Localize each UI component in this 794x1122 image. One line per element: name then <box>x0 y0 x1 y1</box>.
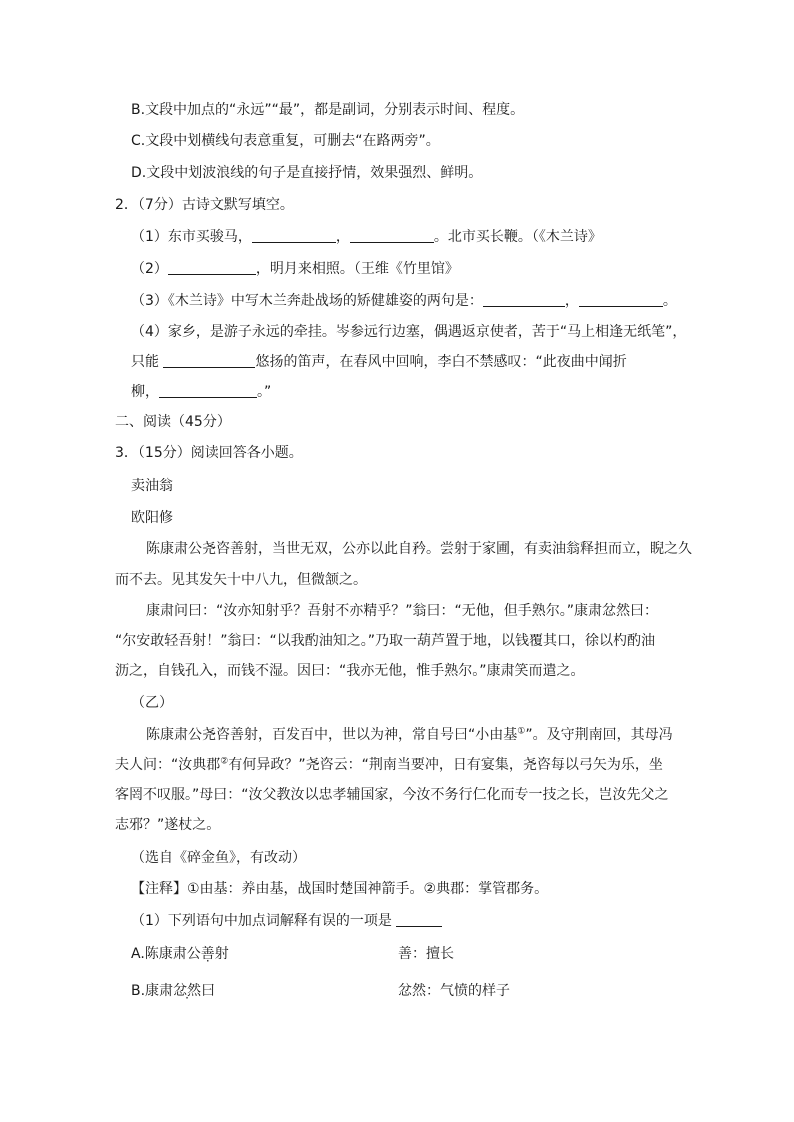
passage-a-line: 而不去。见其发矢十中八九，但微颔之。 <box>115 572 367 588</box>
q2-line-2: （2） ，明月来相照。（王维《竹里馆》 <box>131 261 459 277</box>
passage-a-line: 康肃问曰：“汝亦知射乎？吾射不亦精乎？”翁曰：“无他，但手熟尔。”康肃忿然曰： <box>146 603 659 619</box>
answer-blank[interactable] <box>396 912 442 927</box>
section-2-title: 二、阅读（45分） <box>115 414 231 430</box>
passage-a-line: 沥之，自钱孔入，而钱不湿。因曰：“我亦无他，惟手熟尔。”康肃笑而遣之。 <box>115 663 585 679</box>
option-c: C.文段中划横线句表意重复，可删去“在路两旁”。 <box>131 133 440 149</box>
option-b: B.文段中加点的“永远”“最”，都是副词，分别表示时间、程度。 <box>131 102 525 118</box>
q2-line-5: 只能 悠扬的笛声，在春风中回响，李白不禁感叹：“此夜曲中闻折 <box>131 354 627 370</box>
choice-b: B.康肃忿然曰 <box>131 983 216 999</box>
q2-line-6: 柳， 。” <box>131 384 272 400</box>
answer-blank[interactable] <box>350 228 434 243</box>
answer-blank[interactable] <box>163 353 255 368</box>
sub-question-1: （1）下列语句中加点词解释有误的一项是 <box>131 911 442 931</box>
q2-line-4: （4）家乡，是游子永远的牵挂。岑参远行边塞，偶遇返京使者，苦于“马上相逢无纸笔”， <box>131 324 687 340</box>
answer-blank[interactable] <box>483 292 565 307</box>
choice-b-explanation: 忿然：气愤的样子 <box>398 983 510 999</box>
answer-blank[interactable] <box>168 260 256 275</box>
q2-line-1: （1）东市买骏马， ， 。北市买长鞭。（《木兰诗》 <box>131 229 602 245</box>
q2-line-3: （3）《木兰诗》中写木兰奔赴战场的矫健雄姿的两句是： ， 。 <box>131 293 677 309</box>
answer-blank[interactable] <box>579 292 663 307</box>
passage-title: 卖油翁 <box>131 478 173 494</box>
question-3-header: 3．（15分）阅读回答各小题。 <box>115 445 303 461</box>
passage-b-line: 陈康肃公尧咨善射，百发百中，世以为神，常自号曰“小由基①”。及守荆南回，其母冯 <box>146 726 673 743</box>
passage-b-line: 志邪？”遂杖之。 <box>115 817 221 833</box>
passage-b-label: （乙） <box>131 695 173 711</box>
choice-a: A.陈康肃公善射 <box>131 946 229 962</box>
passage-source: （选自《碎金鱼》，有改动） <box>131 850 306 866</box>
answer-blank[interactable] <box>252 228 336 243</box>
passage-b-line: 客罔不叹服。”母曰：“汝父教汝以忠孝辅国家，今汝不务行仁化而专一技之长，岂汝先父之 <box>115 787 669 803</box>
answer-blank[interactable] <box>159 383 257 398</box>
passage-author: 欧阳修 <box>131 510 173 526</box>
passage-b-line: 夫人问：“汝典郡②有何异政？”尧咨云：“荆南当要冲，日有宴集，尧咨每以弓矢为乐，坐 <box>115 756 663 773</box>
choice-a-explanation: 善：擅长 <box>398 946 454 962</box>
question-2-header: 2．（7分）古诗文默写填空。 <box>115 197 294 213</box>
passage-a-line: 陈康肃公尧咨善射，当世无双，公亦以此自矜。尝射于家圃，有卖油翁释担而立，睨之久 <box>146 541 692 557</box>
option-d: D.文段中划波浪线的句子是直接抒情，效果强烈、鲜明。 <box>131 165 483 181</box>
passage-a-line: “尔安敢轻吾射！”翁曰：“以我酌油知之。”乃取一葫芦置于地，以钱覆其口，徐以杓酌油 <box>115 633 656 649</box>
annotation-notes: 【注释】①由基：养由基，战国时楚国神箭手。②典郡：掌管郡务。 <box>131 881 549 897</box>
